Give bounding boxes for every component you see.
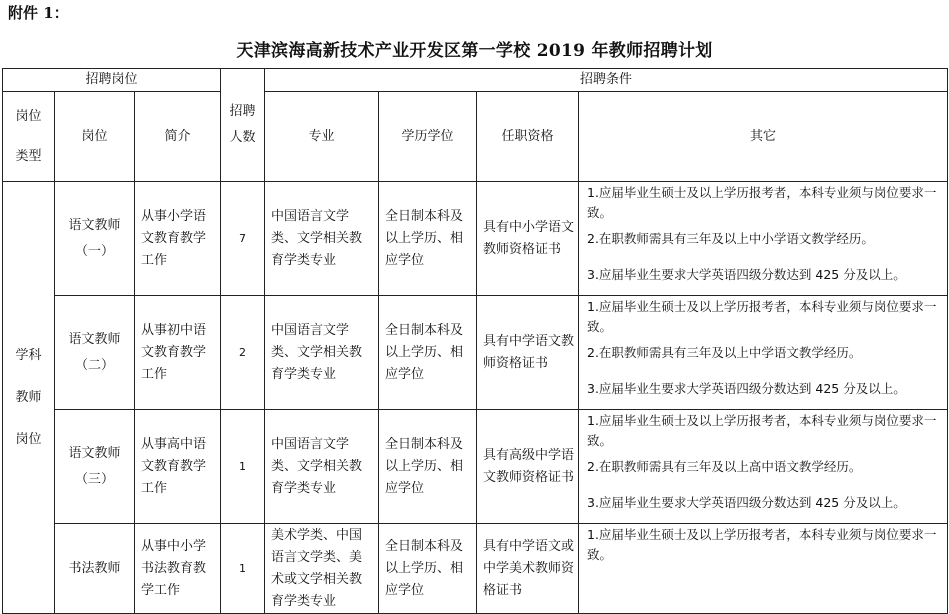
post-category-line2: 教师 (15, 389, 42, 405)
header-other: 其它 (579, 92, 948, 182)
post-name-line1: 语文教师 (68, 331, 121, 347)
post-name-line2: （一） (74, 243, 114, 259)
post-intro: 从事小学语文教育教学工作 (135, 182, 221, 296)
post-degree: 全日制本科及以上学历、相应学位 (379, 296, 477, 410)
post-intro: 从事中小学书法教育教学工作 (135, 524, 221, 614)
post-count: 1 (221, 524, 265, 614)
header-recruit-count (221, 69, 265, 182)
post-major: 中国语言文学类、文学相关教育学类专业 (265, 182, 379, 296)
attachment-label: 附件 1： (8, 4, 69, 22)
post-other-requirements (579, 410, 948, 524)
requirement-1: 1.应届毕业生硕士及以上学历报考者，本科专业须与岗位要求一致。 (587, 185, 937, 220)
header-recruit-post: 招聘岗位 (3, 69, 221, 92)
post-intro: 从事初中语文教育教学工作 (135, 296, 221, 410)
post-major: 中国语言文学类、文学相关教育学类专业 (265, 296, 379, 410)
post-name-line1: 语文教师 (68, 445, 121, 461)
header-degree: 学历学位 (379, 92, 477, 182)
post-category-line3: 岗位 (15, 431, 42, 447)
post-other-requirements (579, 296, 948, 410)
header-intro: 简介 (135, 92, 221, 182)
post-name (55, 524, 135, 614)
header-recruit-conditions: 招聘条件 (265, 69, 948, 92)
header-post-type-line2: 类型 (15, 148, 42, 164)
post-degree: 全日制本科及以上学历、相应学位 (379, 524, 477, 614)
post-category-cell (3, 182, 55, 614)
requirement-1: 1.应届毕业生硕士及以上学历报考者，本科专业须与岗位要求一致。 (587, 299, 937, 334)
post-other-requirements (579, 524, 948, 614)
requirement-1: 1.应届毕业生硕士及以上学历报考者，本科专业须与岗位要求一致。 (587, 527, 937, 562)
requirement-3: 3.应届毕业生要求大学英语四级分数达到 425 分及以上。 (587, 495, 906, 510)
requirement-1: 1.应届毕业生硕士及以上学历报考者，本科专业须与岗位要求一致。 (587, 413, 937, 448)
post-qualification: 具有中学语文或中学美术教师资格证书 (477, 524, 579, 614)
header-recruit-count-line1: 招聘 (229, 104, 256, 119)
post-intro: 从事高中语文教育教学工作 (135, 410, 221, 524)
post-name-line2: （三） (74, 471, 114, 487)
post-qualification: 具有高级中学语文教师资格证书 (477, 410, 579, 524)
header-post: 岗位 (55, 92, 135, 182)
header-post-type-line1: 岗位 (15, 108, 42, 124)
requirement-2: 2.在职教师需具有三年及以上高中语文教学经历。 (587, 459, 862, 474)
post-count: 2 (221, 296, 265, 410)
post-major: 中国语言文学类、文学相关教育学类专业 (265, 410, 379, 524)
post-count: 7 (221, 182, 265, 296)
header-recruit-count-line2: 人数 (229, 130, 256, 145)
requirement-2: 2.在职教师需具有三年及以上中学语文教学经历。 (587, 345, 862, 360)
header-qualification: 任职资格 (477, 92, 579, 182)
post-qualification: 具有中小学语文教师资格证书 (477, 182, 579, 296)
post-other-requirements (579, 182, 948, 296)
post-major: 美术学类、中国语言文学类、美术或文学相关教育学类专业 (265, 524, 379, 614)
post-name-line2: （二） (74, 357, 114, 373)
page-title: 天津滨海高新技术产业开发区第一学校 2019 年教师招聘计划 (236, 41, 713, 61)
requirement-3: 3.应届毕业生要求大学英语四级分数达到 425 分及以上。 (587, 381, 906, 396)
recruitment-plan-table (2, 68, 948, 614)
post-degree: 全日制本科及以上学历、相应学位 (379, 410, 477, 524)
post-name-line1: 语文教师 (68, 217, 121, 233)
post-degree: 全日制本科及以上学历、相应学位 (379, 182, 477, 296)
post-name (55, 296, 135, 410)
header-major: 专业 (265, 92, 379, 182)
requirement-2: 2.在职教师需具有三年及以上中小学语文教学经历。 (587, 231, 874, 246)
header-row-1 (3, 69, 948, 92)
header-post-type (3, 92, 55, 182)
post-count: 1 (221, 410, 265, 524)
table-row (3, 410, 948, 524)
table-row (3, 182, 948, 296)
post-name-line1: 书法教师 (68, 560, 121, 576)
table-row (3, 296, 948, 410)
header-row-2 (3, 92, 948, 182)
post-name (55, 182, 135, 296)
requirement-3: 3.应届毕业生要求大学英语四级分数达到 425 分及以上。 (587, 267, 906, 282)
post-name (55, 410, 135, 524)
post-category-line1: 学科 (15, 347, 42, 363)
table-row (3, 524, 948, 614)
post-qualification: 具有中学语文教师资格证书 (477, 296, 579, 410)
